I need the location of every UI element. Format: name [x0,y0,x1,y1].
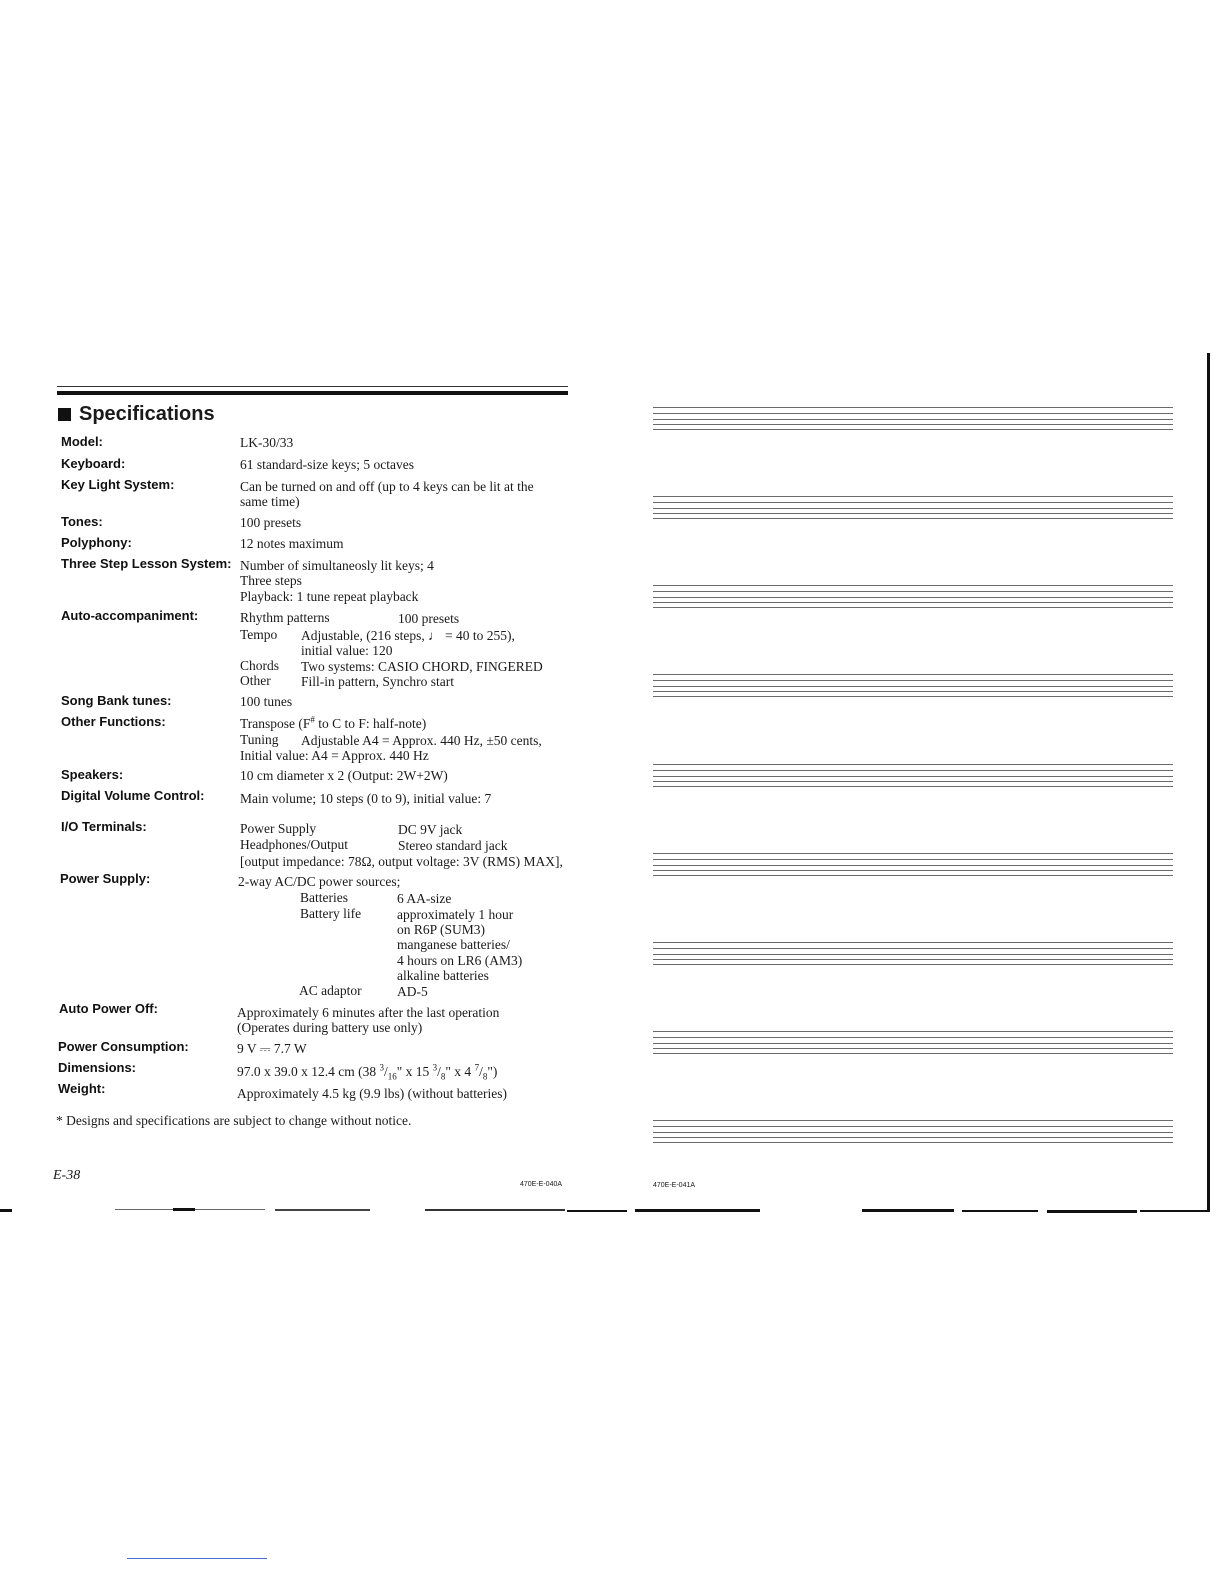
label-polyphony: Polyphony: [61,535,132,550]
accomp-tempo-key: Tempo [240,627,278,642]
staff-lines [653,853,1173,877]
value-tones: 100 presets [240,515,302,530]
accomp-chords-value: Two systems: CASIO CHORD, FINGERED [301,659,543,674]
staff-lines [653,674,1173,698]
label-other-functions: Other Functions: [61,714,166,729]
label-auto-power-off: Auto Power Off: [59,1001,158,1016]
staff-lines [653,1120,1173,1144]
battery-life-line: alkaline batteries [397,968,489,983]
io-hp-value: Stereo standard jack [398,838,508,853]
bottom-edge-line [173,1208,195,1211]
value-volume: Main volume; 10 steps (0 to 9), initial value: 7 [240,791,492,806]
value-power-supply: 2-way AC/DC power sources; [238,874,401,889]
battery-life-line: manganese batteries/ [397,937,510,952]
faint-underline [127,1558,267,1559]
battery-life-line: approximately 1 hour [397,907,514,922]
staff-lines [653,496,1173,520]
staff-lines [653,1031,1173,1055]
ac-adaptor-value: AD-5 [397,984,428,999]
accomp-other-value: Fill-in pattern, Synchro start [301,674,454,689]
value-transpose: Transpose (F# to C to F: half-note) [240,714,427,731]
value-lesson-1: Number of simultaneosly lit keys; 4 [240,558,434,573]
value-consumption: 9 V ⎓ 7.7 W [237,1041,307,1056]
bottom-edge-line [425,1209,565,1211]
value-auto-power-off-1: Approximately 6 minutes after the last operation [237,1005,500,1020]
bottom-edge-line [0,1209,12,1212]
accomp-tempo-value-2: initial value: 120 [301,643,393,658]
label-model: Model: [61,434,103,449]
accomp-chords-key: Chords [240,658,280,673]
battery-life-key: Battery life [300,906,362,921]
bottom-edge-line [635,1209,760,1212]
label-lesson: Three Step Lesson System: [61,556,232,571]
value-lesson-2: Three steps [240,573,302,588]
batteries-key: Batteries [300,890,348,905]
bottom-edge-line [1047,1210,1137,1213]
section-title [58,403,215,426]
label-io: I/O Terminals: [61,819,147,834]
io-ps-key: Power Supply [240,821,317,836]
label-speakers: Speakers: [61,767,124,782]
label-consumption: Power Consumption: [58,1039,189,1054]
accomp-other-key: Other [240,673,271,688]
io-hp-key: Headphones/Output [240,837,348,852]
label-tones: Tones: [61,514,103,529]
accomp-rhythm-key: Rhythm patterns [240,610,330,625]
left-page-code: 470E-E-040A [520,1181,563,1188]
value-lesson-3: Playback: 1 tune repeat playback [240,589,419,604]
tuning-initial: Initial value: A4 = Approx. 440 Hz [240,748,429,763]
bottom-edge-line [862,1209,954,1212]
section-title-text: Specifications [79,403,215,425]
value-auto-power-off-2: (Operates during battery use only) [237,1020,423,1035]
value-model: LK-30/33 [240,435,294,450]
accomp-tempo-value-1: Adjustable, (216 steps, ♩ = 40 to 255), [301,628,515,643]
header-rule-thick [57,391,568,395]
label-keyboard: Keyboard: [61,456,126,471]
value-dimensions: 97.0 x 39.0 x 12.4 cm (38 $^3/_{16}$" x 15 $^3/_8$" x 4 $^7/_8$") [237,1062,498,1082]
value-polyphony: 12 notes maximum [240,536,344,551]
bullet-square-icon [58,408,71,421]
ac-adaptor-key: AC adaptor [299,983,362,998]
staff-lines [653,764,1173,788]
bottom-edge-line [275,1209,370,1211]
value-key-light-2: same time) [240,494,300,509]
label-key-light: Key Light System: [61,477,175,492]
value-speakers: 10 cm diameter x 2 (Output: 2W+2W) [240,768,448,783]
page-number: E-38 [53,1168,81,1183]
label-weight: Weight: [58,1081,106,1096]
battery-life-line: on R6P (SUM3) [397,922,486,937]
tuning-value: Adjustable A4 = Approx. 440 Hz, ±50 cents, [301,733,542,748]
io-impedance: [output impedance: 78Ω, output voltage: 3V (RMS) MAX], [240,854,563,869]
value-weight: Approximately 4.5 kg (9.9 lbs) (without batteries) [237,1086,507,1101]
staff-lines [653,585,1173,609]
page-edge-line [1207,353,1210,1210]
staff-lines [653,942,1173,966]
label-volume: Digital Volume Control: [61,788,205,803]
bottom-edge-line [1140,1210,1210,1212]
value-keyboard: 61 standard-size keys; 5 octaves [240,457,414,472]
footnote: * Designs and specifications are subject to change without notice. [56,1113,412,1128]
label-power-supply: Power Supply: [60,871,151,886]
header-rule-thin [57,386,568,387]
staff-lines [653,407,1173,431]
label-dimensions: Dimensions: [58,1060,137,1075]
batteries-value: 6 AA-size [397,891,452,906]
value-key-light-1: Can be turned on and off (up to 4 keys can be lit at the [240,479,534,494]
label-song-bank: Song Bank tunes: [61,693,172,708]
io-ps-value: DC 9V jack [398,822,463,837]
accomp-rhythm-value: 100 presets [398,611,460,626]
bottom-edge-line [567,1210,627,1212]
value-song-bank: 100 tunes [240,694,293,709]
right-page-code: 470E-E-041A [653,1182,696,1189]
tuning-key: Tuning [240,732,279,747]
battery-life-line: 4 hours on LR6 (AM3) [397,953,523,968]
label-auto-accomp: Auto-accompaniment: [61,608,199,623]
bottom-edge-line [962,1210,1038,1212]
